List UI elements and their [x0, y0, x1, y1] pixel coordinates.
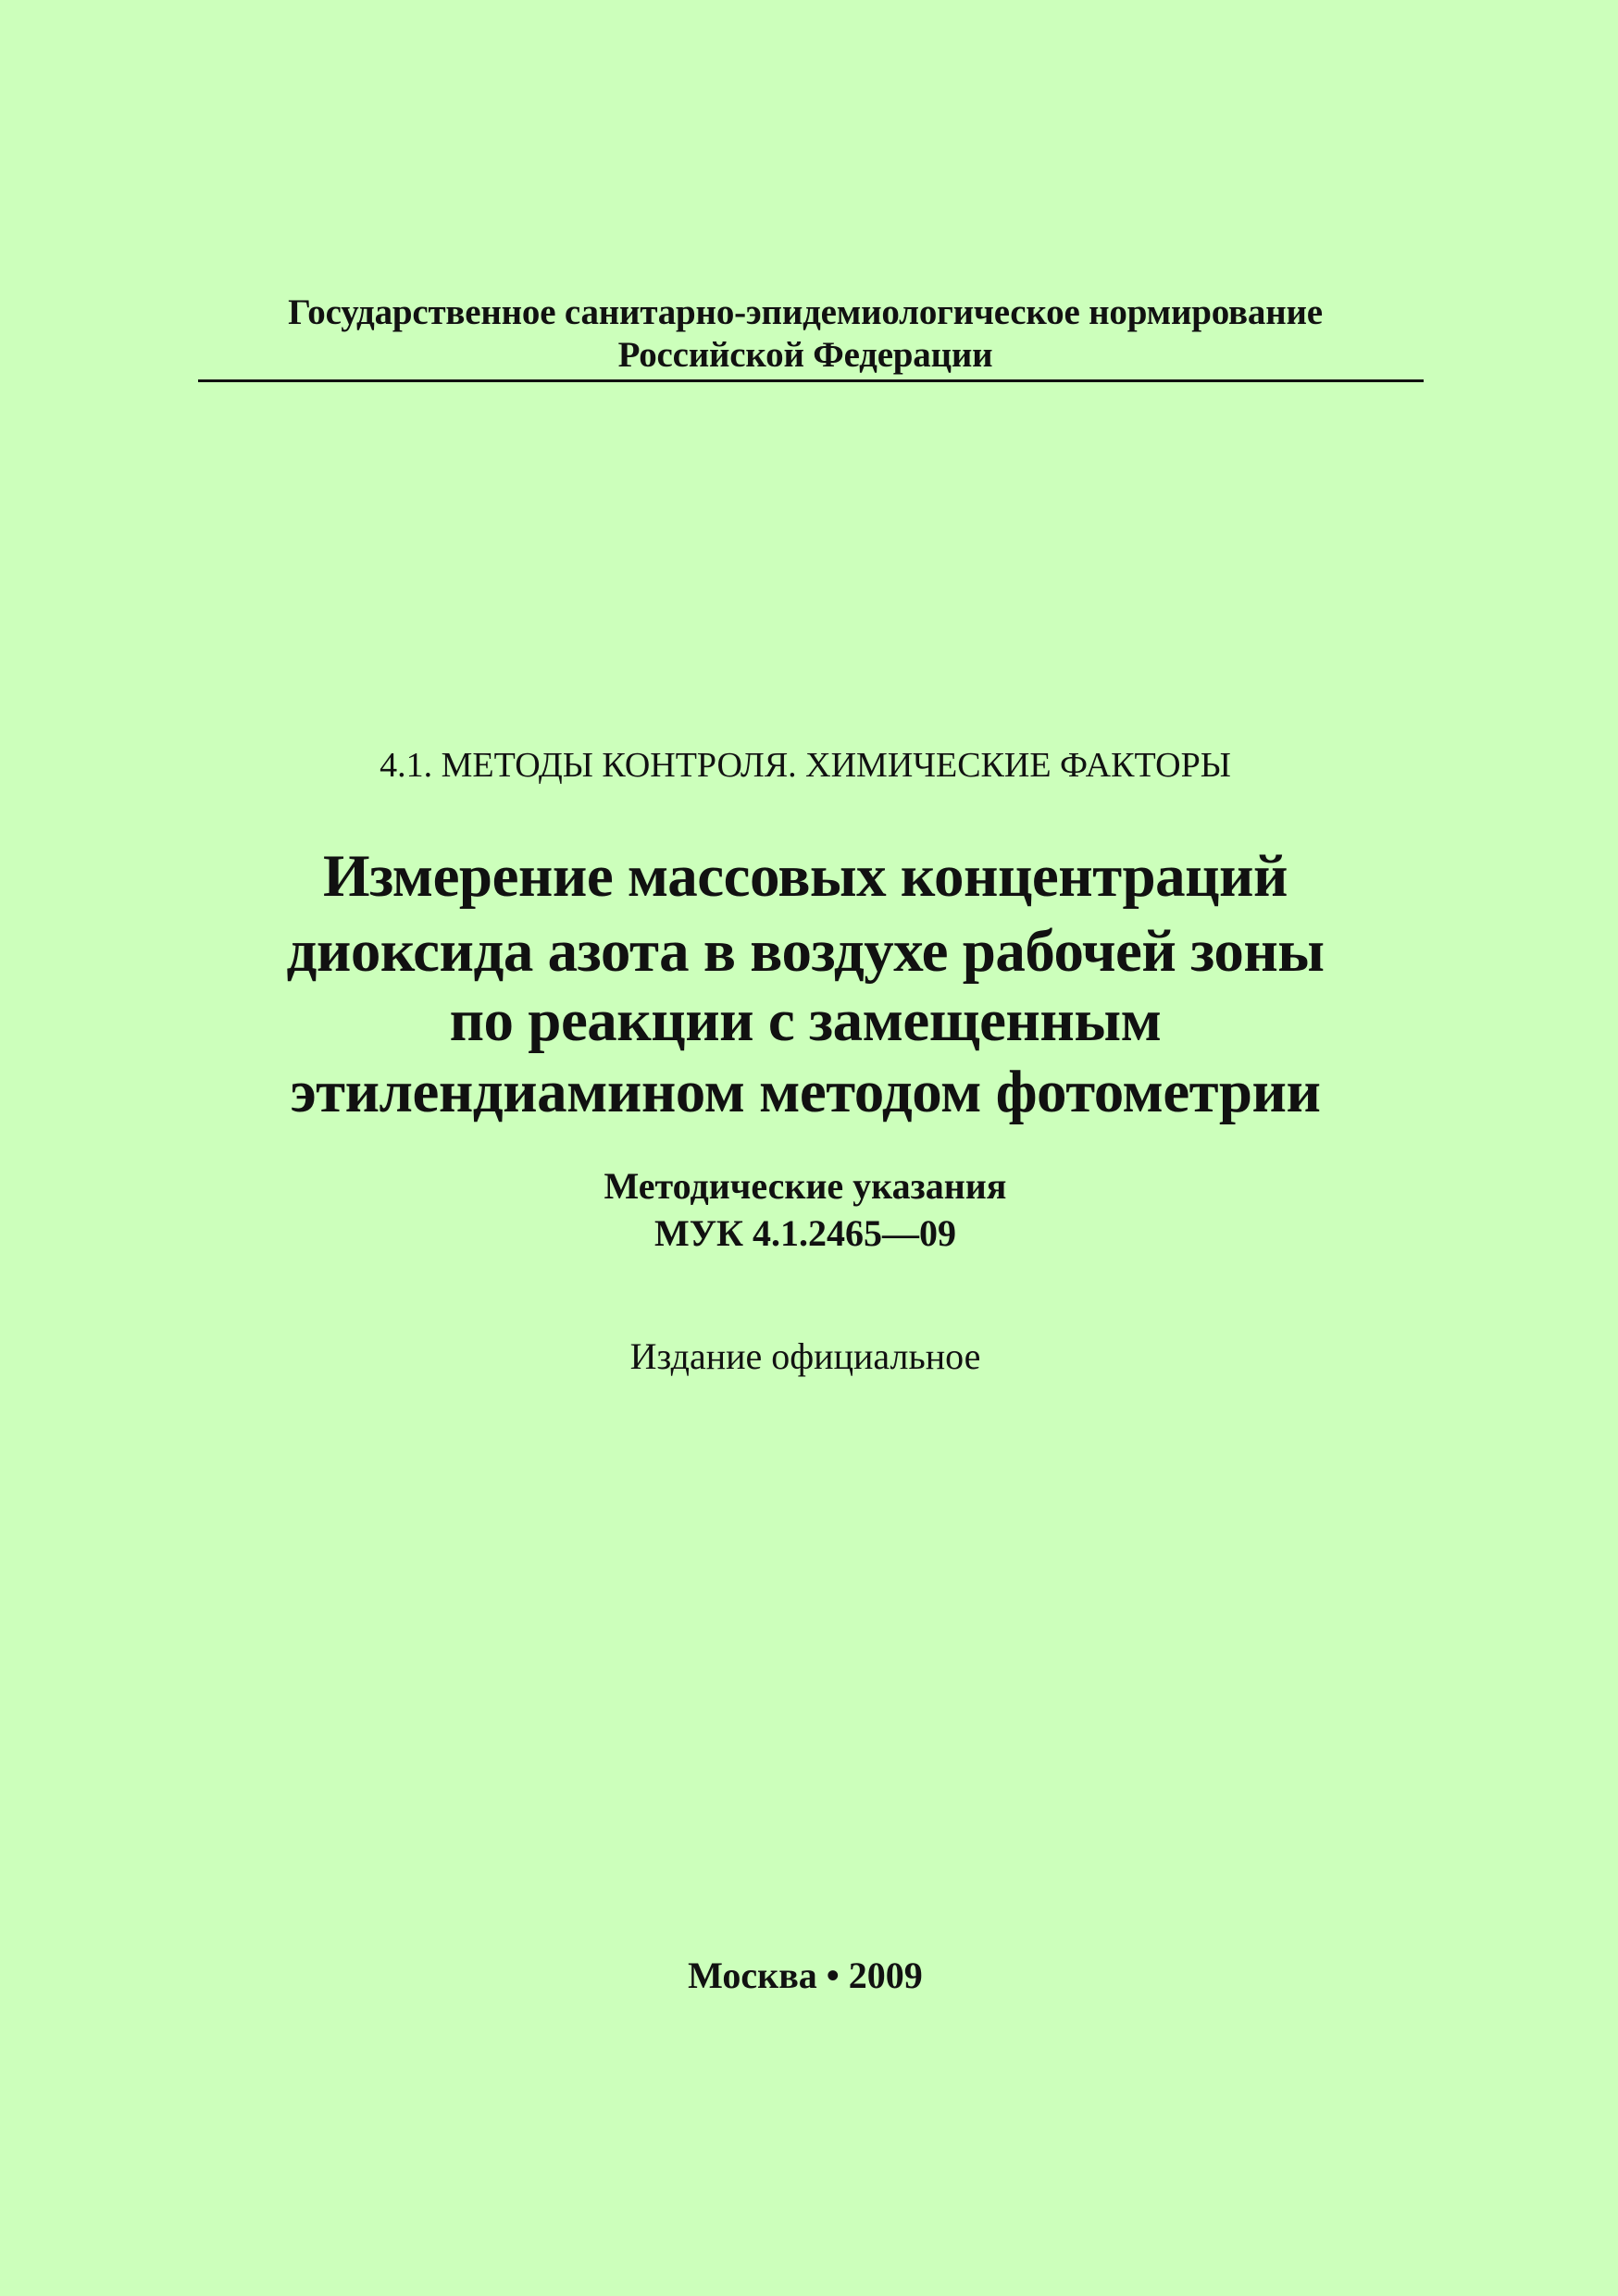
header-divider: [198, 379, 1424, 382]
authority-line-1: Государственное санитарно-эпидемиологическое нормирование: [288, 292, 1323, 332]
imprint-place-year: Москва • 2009: [688, 1955, 923, 1996]
document-title-line-2: диоксида азота в воздухе рабочей зоны: [286, 918, 1325, 985]
document-title-line-3: по реакции с замещенным: [449, 987, 1162, 1054]
edition-note: Издание официальное: [629, 1335, 981, 1377]
document-type: Методические указания: [604, 1165, 1007, 1207]
document-title-line-4: этилендиамином методом фотометрии: [290, 1059, 1321, 1125]
section-heading: 4.1. МЕТОДЫ КОНТРОЛЯ. ХИМИЧЕСКИЕ ФАКТОРЫ: [380, 746, 1231, 785]
document-title-line-1: Измерение массовых концентраций: [323, 843, 1288, 910]
authority-line-2: Российской Федерации: [617, 335, 993, 375]
document-code: МУК 4.1.2465—09: [653, 1212, 957, 1254]
